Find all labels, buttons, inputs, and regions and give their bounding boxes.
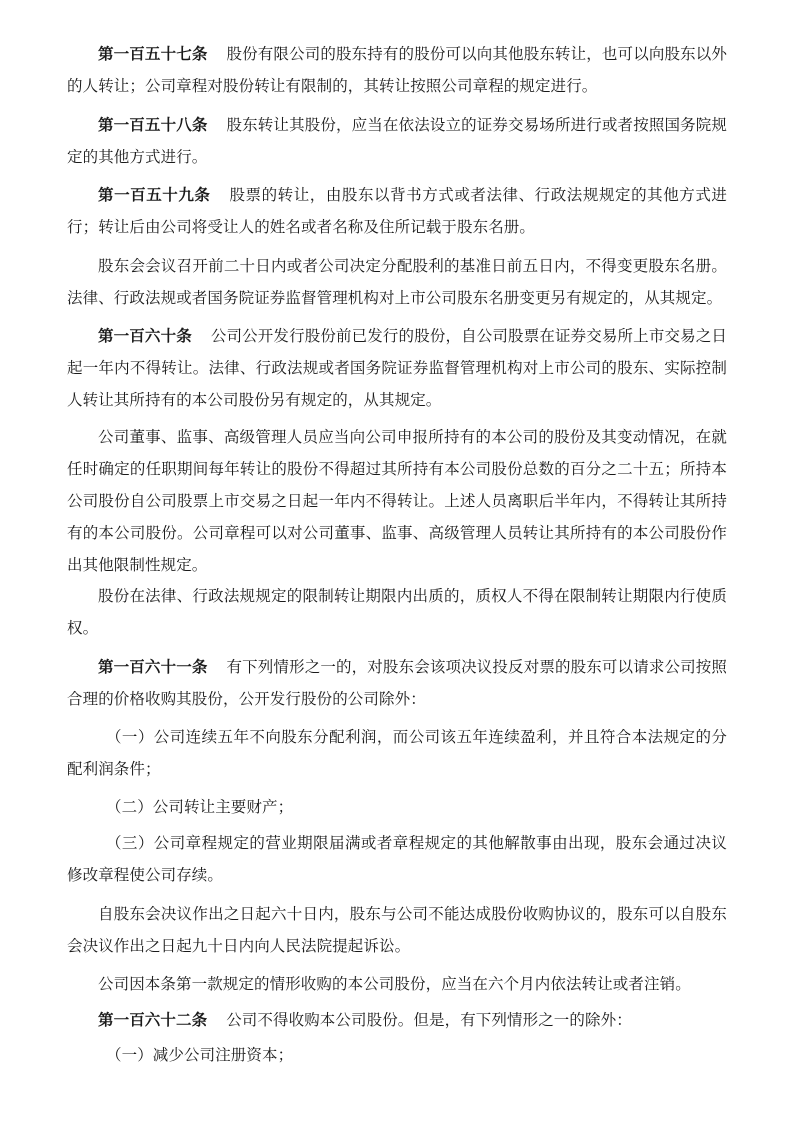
paragraph-article-159 (67, 179, 727, 243)
list-item-162-1 (67, 1039, 727, 1071)
list-item-161-1 (67, 721, 727, 785)
paragraph-text: 股东转让其股份，应当在依法设立的证券交易场所进行或者按照国务院规定的其他方式进行。 (67, 116, 728, 166)
paragraph-text: 公司公开发行股份前已发行的股份，自公司股票在证券交易所上市交易之日起一年内不得转让。法律、行政法规或者国务院证券监督管理机构对上市公司的股东、实际控制人转让其所持有的本公司股份另有规定的，从其规定。 (67, 327, 727, 409)
paragraph-transfer-cancel (67, 968, 727, 1000)
paragraph-text: （一）减少公司注册资本； (106, 1046, 294, 1064)
paragraph-text: 公司因本条第一款规定的情形收购的本公司股份，应当在六个月内依法转让或者注销。 (98, 975, 691, 993)
paragraph-text: （一）公司连续五年不向股东分配利润，而公司该五年连续盈利，并且符合本法规定的分配利润条件； (67, 728, 727, 778)
paragraph-text: 有下列情形之一的，对股东会该项决议投反对票的股东可以请求公司按照合理的价格收购其股份，公开发行股份的公司除外： (67, 658, 728, 708)
paragraph-text: （三）公司章程规定的营业期限届满或者章程规定的其他解散事由出现，股东会通过决议修改章程使公司存续。 (67, 834, 727, 884)
paragraph-lawsuit (67, 898, 727, 962)
paragraph-text: 股份有限公司的股东持有的股份可以向其他股东转让，也可以向股东以外的人转让；公司章程对股份转让有限制的，其转让按照公司章程的规定进行。 (67, 45, 728, 95)
paragraph-article-162 (67, 1004, 727, 1036)
paragraph-article-158 (67, 109, 727, 173)
paragraph-article-160 (67, 320, 727, 416)
article-number: 第一百六十条 (98, 327, 192, 345)
paragraph-directors-shares (67, 421, 727, 581)
paragraph-text: 公司不得收购本公司股份。但是，有下列情形之一的除外： (226, 1011, 632, 1029)
paragraph-text: 自股东会决议作出之日起六十日内，股东与公司不能达成股份收购协议的，股东可以自股东会决议作出之日起九十日内向人民法院提起诉讼。 (67, 905, 727, 955)
paragraph-text: 公司董事、监事、高级管理人员应当向公司申报所持有的本公司的股份及其变动情况，在就任时确定的任职期间每年转让的股份不得超过其所持有本公司股份总数的百分之二十五；所持本公司股份自公司股票上市交易之日起一年内不得转让。上述人员离职后半年内，不得转让其所持有的本公司股份。公司章程可以对公司董事、监事、高级管理人员转让其所持有的本公司股份作出其他限制性规定。 (67, 428, 727, 574)
paragraph-text: 股票的转让，由股东以背书方式或者法律、行政法规规定的其他方式进行；转让后由公司将受让人的姓名或者名称及住所记载于股东名册。 (67, 186, 727, 236)
paragraph-article-161 (67, 651, 727, 715)
article-number: 第一百五十七条 (98, 45, 208, 63)
paragraph-text: （二）公司转让主要财产； (106, 798, 294, 816)
list-item-161-3 (67, 827, 727, 891)
paragraph-text: 股份在法律、行政法规规定的限制转让期限内出质的，质权人不得在限制转让期限内行使质权。 (67, 587, 727, 637)
article-number: 第一百六十一条 (98, 658, 208, 676)
article-number: 第一百五十八条 (98, 116, 208, 134)
list-item-161-2 (67, 791, 727, 823)
paragraph-shareholder-register (67, 250, 727, 314)
paragraph-pledge (67, 580, 727, 644)
paragraph-article-157 (67, 38, 727, 102)
paragraph-text: 股东会会议召开前二十日内或者公司决定分配股利的基准日前五日内，不得变更股东名册。法律、行政法规或者国务院证券监督管理机构对上市公司股东名册变更另有规定的，从其规定。 (67, 257, 727, 307)
article-number: 第一百六十二条 (98, 1011, 208, 1029)
article-number: 第一百五十九条 (98, 186, 211, 204)
